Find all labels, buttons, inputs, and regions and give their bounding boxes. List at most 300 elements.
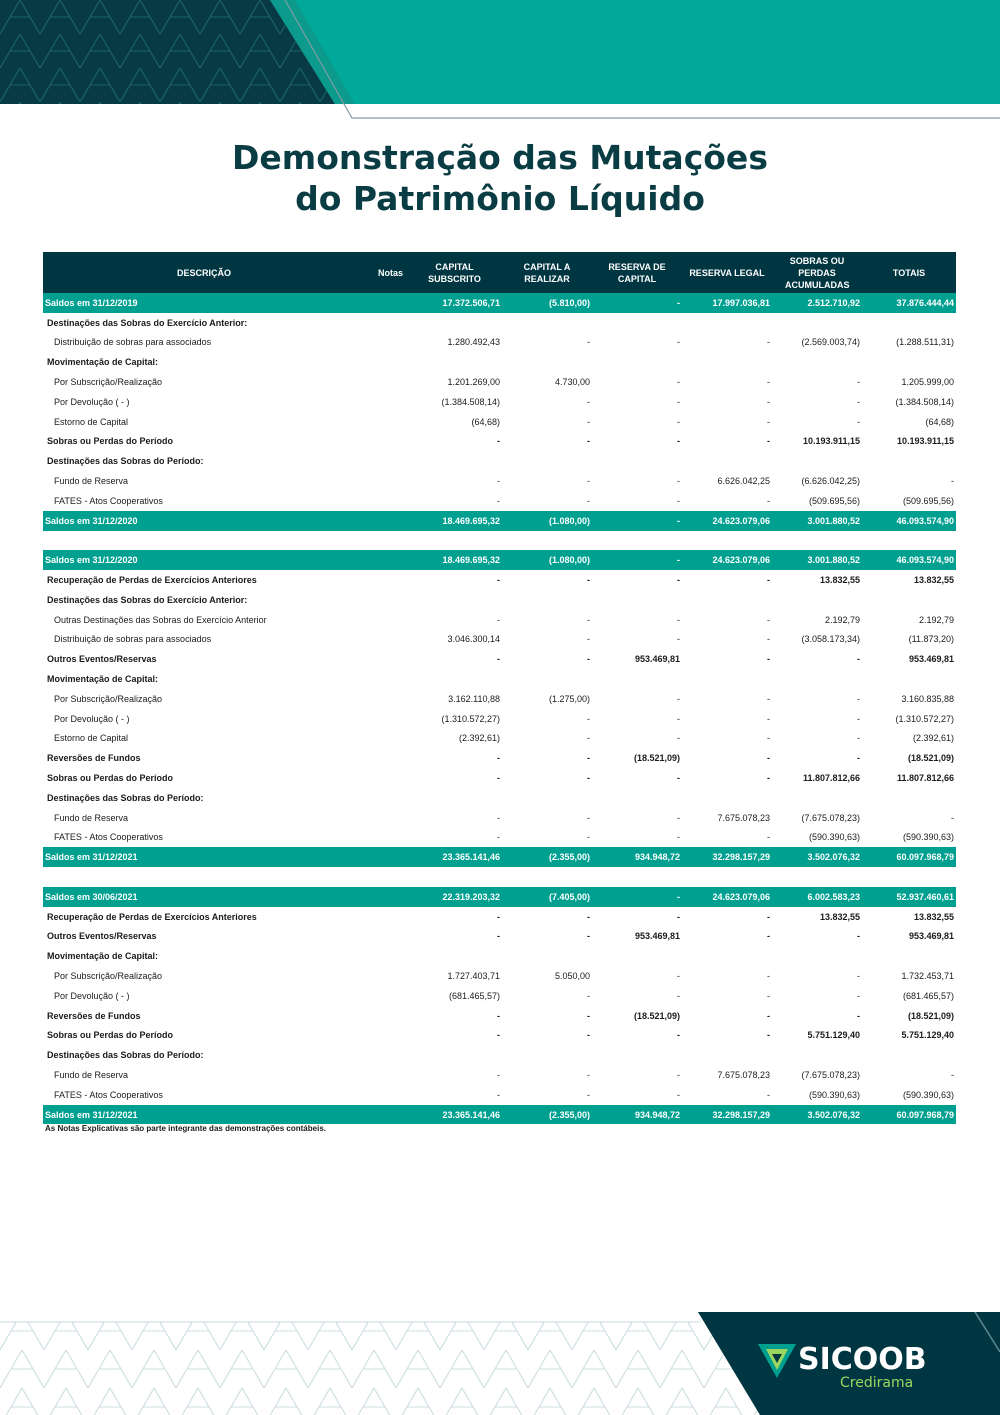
table-cell: 24.623.079,06: [682, 550, 772, 570]
table-cell: [862, 1045, 956, 1065]
table-cell: 1.205.999,00: [901, 377, 954, 388]
table-cell: [365, 412, 407, 432]
table-cell: -: [587, 1030, 590, 1041]
table-cell: [862, 867, 956, 887]
table-row: [43, 689, 956, 709]
table-cell: -: [677, 377, 680, 388]
table-cell: [365, 966, 407, 986]
table-cell: [365, 392, 407, 412]
table-cell: Movimentação de Capital:: [47, 674, 159, 685]
col-header-capital-subscrito-label: CAPITAL SUBSCRITO: [428, 261, 481, 284]
table-cell: (2.355,00): [502, 847, 592, 867]
table-cell: (1.288.511,31): [896, 337, 954, 348]
table-row: [43, 1006, 956, 1026]
table-cell: 6.002.583,23: [772, 887, 862, 907]
table-cell: -: [767, 911, 770, 922]
table-cell: (509.695,56): [808, 495, 860, 506]
table-cell: -: [497, 1089, 500, 1100]
table-body: [43, 293, 956, 1124]
table-cell: [772, 313, 862, 333]
table-cell: 5.050,00: [554, 970, 590, 981]
table-cell: 2.192,79: [918, 614, 954, 625]
table-cell: [772, 946, 862, 966]
table-cell: [682, 669, 772, 689]
table-cell: [365, 550, 407, 570]
table-cell: -: [587, 634, 590, 645]
table-row: [43, 649, 956, 669]
table-cell: -: [951, 476, 954, 487]
table-row: [43, 392, 956, 412]
table-row: [43, 333, 956, 353]
table-cell: 3.502.076,32: [772, 1105, 862, 1125]
table-cell: 46.093.574,90: [862, 550, 956, 570]
table-cell: [502, 313, 592, 333]
table-cell: 11.807.812,66: [802, 773, 860, 784]
table-cell: (7.405,00): [502, 887, 592, 907]
table-cell: (1.310.572,27): [441, 713, 500, 724]
table-cell: (64,68): [925, 416, 954, 427]
table-cell: Fundo de Reserva: [54, 812, 129, 823]
sicoob-logo-icon: [758, 1344, 796, 1378]
table-cell: 23.365.141,46: [407, 1105, 502, 1125]
table-cell: [365, 630, 407, 650]
table-cell: [365, 313, 407, 333]
table-row: [43, 768, 956, 788]
table-cell: Saldos em 31/12/2019: [43, 293, 365, 313]
table-cell: [592, 946, 682, 966]
table-cell: -: [592, 293, 682, 313]
table-cell: [682, 352, 772, 372]
table-cell: -: [497, 1030, 500, 1041]
table-cell: Destinações das Sobras do Período:: [47, 1050, 204, 1061]
table-cell: [682, 946, 772, 966]
logo-name: SICOOB: [798, 1342, 927, 1377]
table-cell: -: [677, 713, 680, 724]
table-cell: -: [587, 1010, 590, 1021]
table-cell: [502, 1045, 592, 1065]
table-cell: -: [767, 753, 770, 764]
table-cell: [365, 471, 407, 491]
table-cell: 24.623.079,06: [682, 887, 772, 907]
table-cell: -: [677, 693, 680, 704]
table-cell: -: [497, 1010, 500, 1021]
table-cell: -: [587, 575, 590, 586]
table-cell: -: [767, 614, 770, 625]
table-cell: 1.280.492,43: [447, 337, 500, 348]
table-cell: -: [767, 990, 770, 1001]
table-cell: [592, 669, 682, 689]
table-cell: [682, 590, 772, 610]
table-cell: 3.001.880,52: [772, 511, 862, 531]
table-cell: -: [677, 733, 680, 744]
equity-changes-table: [43, 252, 956, 1124]
table-cell: Outros Eventos/Reservas: [47, 931, 157, 942]
table-cell: [365, 907, 407, 927]
table-cell: -: [767, 495, 770, 506]
table-cell: [365, 709, 407, 729]
table-cell: (6.626.042,25): [801, 476, 860, 487]
col-header-reserva-legal: RESERVA LEGAL: [682, 252, 772, 293]
table-cell: [407, 590, 502, 610]
table-cell: -: [767, 733, 770, 744]
table-row: [43, 451, 956, 471]
table-cell: [365, 1006, 407, 1026]
table-cell: 10.193.911,15: [802, 436, 860, 447]
table-cell: Saldos em 31/12/2020: [43, 511, 365, 531]
table-cell: 60.097.968,79: [862, 1105, 956, 1125]
table-cell: Saldos em 31/12/2020: [43, 550, 365, 570]
table-cell: Por Subscrição/Realização: [54, 377, 163, 388]
table-cell: Por Devolução ( - ): [54, 713, 130, 724]
table-cell: [407, 352, 502, 372]
table-cell: [365, 689, 407, 709]
table-cell: 1.201.269,00: [447, 377, 500, 388]
table-cell: -: [587, 1089, 590, 1100]
table-cell: [365, 352, 407, 372]
table-cell: (18.521,09): [907, 1010, 954, 1021]
table-cell: -: [767, 416, 770, 427]
table-cell: 934.948,72: [592, 847, 682, 867]
table-cell: (11.873,20): [908, 634, 954, 645]
table-cell: Por Devolução ( - ): [54, 396, 130, 407]
table-cell: [592, 451, 682, 471]
table-cell: -: [767, 396, 770, 407]
table-cell: -: [587, 495, 590, 506]
table-cell: [407, 669, 502, 689]
table-cell: (2.569.003,74): [801, 337, 860, 348]
table-cell: -: [677, 436, 680, 447]
table-cell: [365, 927, 407, 947]
table-cell: -: [767, 337, 770, 348]
table-cell: Sobras ou Perdas do Período: [47, 1030, 174, 1041]
table-cell: (681.465,57): [448, 990, 500, 1001]
table-row: [43, 1085, 956, 1105]
table-cell: -: [857, 753, 860, 764]
table-cell: 2.512.710,92: [772, 293, 862, 313]
table-cell: -: [767, 1010, 770, 1021]
table-cell: -: [677, 476, 680, 487]
table-cell: -: [497, 436, 500, 447]
table-cell: -: [857, 396, 860, 407]
table-cell: -: [857, 990, 860, 1001]
table-cell: 3.001.880,52: [772, 550, 862, 570]
table-row: [43, 788, 956, 808]
table-cell: -: [497, 753, 500, 764]
table-cell: -: [587, 396, 590, 407]
table-cell: [862, 313, 956, 333]
table-cell: [592, 313, 682, 333]
table-cell: 32.298.157,29: [682, 847, 772, 867]
table-row: [43, 570, 956, 590]
table-cell: [365, 293, 407, 313]
table-cell: (1.384.508,14): [895, 396, 954, 407]
balance-row: [43, 887, 956, 907]
page-title: [0, 137, 1000, 219]
table-row: [43, 352, 956, 372]
table-cell: [502, 669, 592, 689]
table-cell: -: [587, 812, 590, 823]
table-cell: -: [592, 550, 682, 570]
table-cell: -: [587, 931, 590, 942]
table-cell: -: [767, 377, 770, 388]
table-row: [43, 946, 956, 966]
table-cell: -: [767, 713, 770, 724]
table-cell: -: [592, 511, 682, 531]
table-cell: [772, 788, 862, 808]
table-cell: (590.390,63): [902, 1089, 954, 1100]
col-header-capital-subscrito: [407, 252, 502, 293]
table-cell: -: [587, 753, 590, 764]
table-cell: -: [497, 832, 500, 843]
table-cell: Distribuição de sobras para associados: [54, 634, 212, 645]
table-cell: 953.469,81: [908, 654, 954, 665]
table-cell: -: [497, 614, 500, 625]
table-row: [43, 927, 956, 947]
table-cell: [365, 887, 407, 907]
table-cell: [365, 1065, 407, 1085]
table-cell: [682, 1045, 772, 1065]
table-cell: 13.832,55: [913, 911, 954, 922]
table-cell: 37.876.444,44: [862, 293, 956, 313]
table-row: [43, 590, 956, 610]
table-cell: [407, 946, 502, 966]
table-cell: -: [497, 911, 500, 922]
table-cell: Outras Destinações das Sobras do Exercício Anterior: [54, 614, 267, 625]
table-cell: -: [677, 832, 680, 843]
table-cell: -: [587, 614, 590, 625]
col-header-notas: Notas: [365, 252, 407, 293]
table-cell: Sobras ou Perdas do Período: [47, 773, 174, 784]
table-cell: [43, 867, 365, 887]
table-cell: -: [677, 416, 680, 427]
table-cell: -: [497, 476, 500, 487]
balance-row: [43, 293, 956, 313]
table-cell: -: [951, 1069, 954, 1080]
table-cell: (509.695,56): [902, 495, 954, 506]
table-cell: [862, 590, 956, 610]
table-cell: -: [677, 337, 680, 348]
table-cell: [502, 867, 592, 887]
table-cell: -: [677, 812, 680, 823]
table-cell: 32.298.157,29: [682, 1105, 772, 1125]
table-cell: [365, 1045, 407, 1065]
table-cell: [592, 531, 682, 551]
table-cell: -: [767, 931, 770, 942]
table-row: [43, 630, 956, 650]
spacer-row: [43, 531, 956, 551]
table-cell: Fundo de Reserva: [54, 476, 129, 487]
table-cell: -: [587, 436, 590, 447]
table-cell: 23.365.141,46: [407, 847, 502, 867]
table-cell: Recuperação de Perdas de Exercícios Anteriores: [47, 575, 257, 586]
table-cell: [862, 946, 956, 966]
table-cell: -: [767, 654, 770, 665]
table-cell: 5.751.129,40: [807, 1030, 860, 1041]
table-cell: 13.832,55: [913, 575, 954, 586]
table-cell: -: [677, 911, 680, 922]
table-cell: 3.160.835,88: [901, 693, 954, 704]
table-cell: -: [857, 970, 860, 981]
footnote: As Notas Explicativas são parte integrante das demonstrações contábeis.: [45, 1124, 326, 1133]
table-cell: [365, 828, 407, 848]
table-cell: [365, 590, 407, 610]
table-cell: -: [497, 1069, 500, 1080]
table-cell: [682, 867, 772, 887]
table-cell: 24.623.079,06: [682, 511, 772, 531]
table-cell: 934.948,72: [592, 1105, 682, 1125]
table-cell: [862, 352, 956, 372]
table-cell: Recuperação de Perdas de Exercícios Anteriores: [47, 911, 257, 922]
table-cell: 5.751.129,40: [901, 1030, 954, 1041]
table-cell: [365, 669, 407, 689]
table-cell: (1.384.508,14): [441, 396, 500, 407]
table-cell: (1.080,00): [502, 511, 592, 531]
table-cell: [365, 748, 407, 768]
table-cell: (18.521,09): [633, 1010, 680, 1021]
table-cell: [365, 511, 407, 531]
table-cell: [365, 432, 407, 452]
table-cell: -: [857, 654, 860, 665]
table-row: [43, 610, 956, 630]
table-row: [43, 432, 956, 452]
table-cell: [592, 867, 682, 887]
table-cell: [365, 986, 407, 1006]
table-cell: 60.097.968,79: [862, 847, 956, 867]
table-cell: -: [677, 990, 680, 1001]
table-cell: Destinações das Sobras do Exercício Anterior:: [47, 594, 248, 605]
table-cell: Saldos em 30/06/2021: [43, 887, 365, 907]
col-header-capital-a-realizar: [502, 252, 592, 293]
table-cell: -: [587, 832, 590, 843]
table-cell: (64,68): [471, 416, 500, 427]
table-row: [43, 1045, 956, 1065]
table-cell: 3.162.110,88: [448, 693, 500, 704]
table-cell: Destinações das Sobras do Período:: [47, 456, 204, 467]
table-cell: FATES - Atos Cooperativos: [54, 1089, 163, 1100]
col-header-capital-a-realizar-label: CAPITAL A REALIZAR: [523, 261, 571, 284]
table-cell: -: [587, 773, 590, 784]
table-cell: [365, 372, 407, 392]
col-header-descricao: DESCRIÇÃO: [43, 252, 365, 293]
table-cell: 46.093.574,90: [862, 511, 956, 531]
table-cell: (2.355,00): [502, 1105, 592, 1125]
table-cell: [772, 352, 862, 372]
table-cell: -: [857, 1010, 860, 1021]
table-cell: [365, 649, 407, 669]
table-cell: (1.310.572,27): [895, 713, 954, 724]
table-cell: [502, 788, 592, 808]
table-cell: -: [677, 1089, 680, 1100]
table-cell: (2.392,61): [912, 733, 954, 744]
table-cell: [502, 946, 592, 966]
col-header-sobras-ou-perdas-label: SOBRAS OU PERDAS ACUMULADAS: [785, 255, 850, 290]
balance-row: [43, 550, 956, 570]
table-cell: Movimentação de Capital:: [47, 951, 159, 962]
table-cell: [682, 788, 772, 808]
table-cell: [407, 1045, 502, 1065]
table-cell: 7.675.078,23: [717, 812, 770, 823]
table-cell: 3.502.076,32: [772, 847, 862, 867]
spacer-row: [43, 867, 956, 887]
table-cell: [502, 531, 592, 551]
table-cell: 10.193.911,15: [896, 436, 954, 447]
table-cell: -: [677, 614, 680, 625]
table-cell: -: [587, 911, 590, 922]
table-cell: [365, 1025, 407, 1045]
table-cell: [772, 590, 862, 610]
table-cell: -: [857, 931, 860, 942]
table-cell: (7.675.078,23): [801, 812, 860, 823]
table-cell: (7.675.078,23): [801, 1069, 860, 1080]
table-cell: [407, 867, 502, 887]
table-cell: Sobras ou Perdas do Período: [47, 436, 174, 447]
table-cell: -: [497, 495, 500, 506]
table-cell: 17.372.506,71: [407, 293, 502, 313]
table-cell: Por Subscrição/Realização: [54, 970, 163, 981]
table-cell: -: [767, 436, 770, 447]
table-cell: -: [767, 832, 770, 843]
table-cell: [365, 531, 407, 551]
table-cell: 22.319.203,32: [407, 887, 502, 907]
table-cell: [592, 590, 682, 610]
table-cell: (18.521,09): [907, 753, 954, 764]
table-cell: -: [857, 416, 860, 427]
table-cell: 7.675.078,23: [717, 1069, 770, 1080]
table-cell: -: [857, 693, 860, 704]
table-cell: -: [677, 773, 680, 784]
table-cell: Fundo de Reserva: [54, 1069, 129, 1080]
table-cell: -: [587, 416, 590, 427]
table-cell: 13.832,55: [819, 575, 860, 586]
table-cell: [502, 590, 592, 610]
table-cell: 52.937.460,61: [862, 887, 956, 907]
header-banner: [0, 0, 1000, 125]
table-cell: [682, 531, 772, 551]
table-cell: (590.390,63): [808, 1089, 860, 1100]
balance-row: [43, 847, 956, 867]
table-row: [43, 729, 956, 749]
col-header-reserva-de-capital-label: RESERVA DE CAPITAL: [608, 261, 666, 284]
table-cell: 953.469,81: [634, 654, 680, 665]
table-cell: -: [677, 634, 680, 645]
col-header-sobras-ou-perdas: [772, 252, 862, 293]
table-cell: Estorno de Capital: [54, 733, 129, 744]
table-cell: 953.469,81: [908, 931, 954, 942]
table-cell: -: [587, 1069, 590, 1080]
table-row: [43, 748, 956, 768]
table-cell: -: [677, 970, 680, 981]
table-cell: -: [677, 575, 680, 586]
table-cell: -: [767, 773, 770, 784]
table-cell: -: [497, 931, 500, 942]
table-cell: 1.732.453,71: [901, 970, 954, 981]
table-row: [43, 828, 956, 848]
table-cell: 2.192,79: [824, 614, 860, 625]
table-cell: -: [587, 990, 590, 1001]
table-row: [43, 808, 956, 828]
table-row: [43, 372, 956, 392]
page-title-line2: do Patrimônio Líquido: [295, 179, 705, 218]
table-cell: -: [497, 575, 500, 586]
table-cell: Estorno de Capital: [54, 416, 129, 427]
table-cell: Distribuição de sobras para associados: [54, 337, 212, 348]
table-cell: 4.730,00: [554, 377, 590, 388]
table-cell: [365, 788, 407, 808]
table-cell: [502, 451, 592, 471]
table-cell: FATES - Atos Cooperativos: [54, 832, 163, 843]
table-cell: [365, 729, 407, 749]
table-cell: [365, 1085, 407, 1105]
